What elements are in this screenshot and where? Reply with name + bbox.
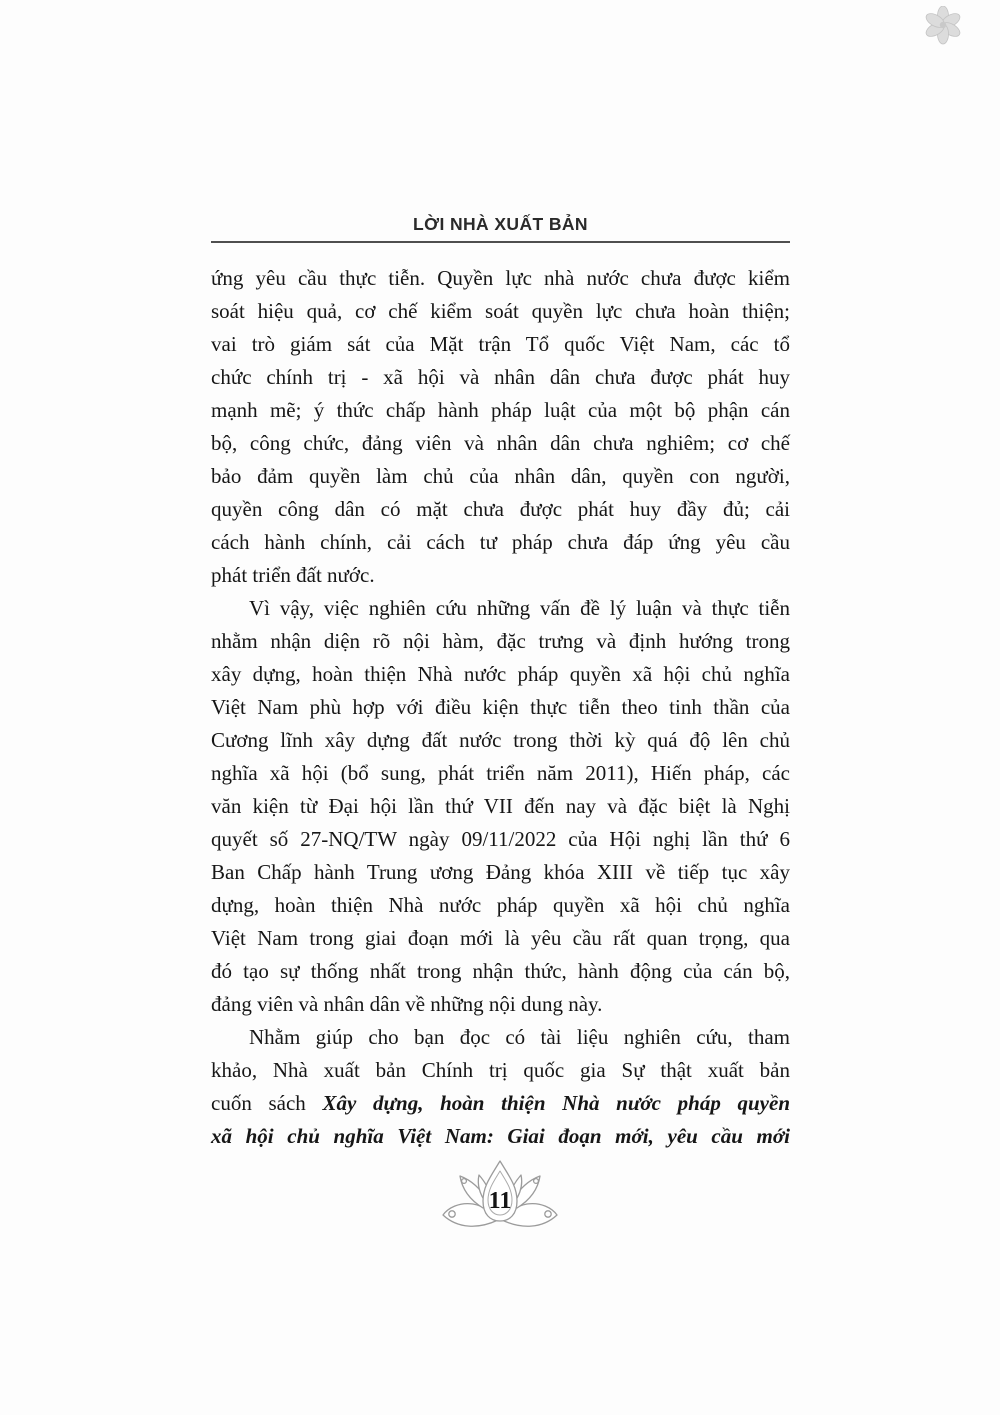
text-segment: chức chính trị - xã hội và nhân dân chưa được phát huy bbox=[211, 365, 790, 389]
text-line bbox=[211, 1021, 790, 1054]
text-line bbox=[211, 724, 790, 757]
text-line bbox=[211, 460, 790, 493]
text-segment: nhằm nhận diện rõ nội hàm, đặc trưng và định hướng trong bbox=[211, 629, 790, 653]
text-line bbox=[211, 691, 790, 724]
text-line bbox=[211, 625, 790, 658]
text-segment: vai trò giám sát của Mặt trận Tổ quốc Việt Nam, các tổ bbox=[211, 332, 790, 356]
text-line bbox=[211, 658, 790, 691]
text-segment: bộ, công chức, đảng viên và nhân dân chưa nghiêm; cơ chế bbox=[211, 431, 790, 455]
header-rule bbox=[211, 241, 790, 243]
text-segment: Cương lĩnh xây dựng đất nước trong thời kỳ quá độ lên chủ bbox=[211, 728, 790, 752]
text-segment: khảo, Nhà xuất bản Chính trị quốc gia Sự thật xuất bản bbox=[211, 1058, 790, 1082]
page-header bbox=[211, 214, 790, 243]
lotus-page-ornament bbox=[437, 1158, 563, 1242]
text-line bbox=[211, 427, 790, 460]
text-line bbox=[211, 328, 790, 361]
text-segment: Việt Nam trong giai đoạn mới là yêu cầu rất quan trọng, qua bbox=[211, 926, 790, 950]
flower-icon bbox=[924, 6, 962, 46]
text-line bbox=[211, 559, 790, 592]
text-line bbox=[211, 790, 790, 823]
text-line bbox=[211, 955, 790, 988]
text-line bbox=[211, 295, 790, 328]
text-segment: Nhằm giúp cho bạn đọc có tài liệu nghiên cứu, tham bbox=[249, 1025, 790, 1049]
text-line bbox=[211, 592, 790, 625]
text-segment: cuốn sách bbox=[211, 1091, 323, 1115]
text-segment: nghĩa xã hội (bổ sung, phát triển năm 2011), Hiến pháp, các bbox=[211, 761, 790, 785]
text-segment: đó tạo sự thống nhất trong nhận thức, hành động của cán bộ, bbox=[211, 959, 790, 983]
text-segment: dựng, hoàn thiện Nhà nước pháp quyền xã hội chủ nghĩa bbox=[211, 893, 790, 917]
text-line bbox=[211, 394, 790, 427]
text-line bbox=[211, 493, 790, 526]
text-segment: mạnh mẽ; ý thức chấp hành pháp luật của một bộ phận cán bbox=[211, 398, 790, 422]
text-line bbox=[211, 988, 790, 1021]
page-number: 11 bbox=[488, 1188, 512, 1214]
text-line bbox=[211, 526, 790, 559]
text-line bbox=[211, 1054, 790, 1087]
page-header-title: LỜI NHÀ XUẤT BẢN bbox=[413, 214, 588, 234]
text-segment: cách hành chính, cải cách tư pháp chưa đáp ứng yêu cầu bbox=[211, 530, 790, 554]
text-segment: bảo đảm quyền làm chủ của nhân dân, quyền con người, bbox=[211, 464, 790, 488]
text-segment: Việt Nam phù hợp với điều kiện thực tiễn theo tinh thần của bbox=[211, 695, 790, 719]
text-segment: Ban Chấp hành Trung ương Đảng khóa XIII về tiếp tục xây bbox=[211, 860, 790, 884]
text-line bbox=[211, 361, 790, 394]
text-line bbox=[211, 262, 790, 295]
text-segment: xây dựng, hoàn thiện Nhà nước pháp quyền xã hội chủ nghĩa bbox=[211, 662, 790, 686]
text-line bbox=[211, 856, 790, 889]
text-segment: quyền công dân có mặt chưa được phát huy đầy đủ; cải bbox=[211, 497, 790, 521]
text-segment: phát triển đất nước. bbox=[211, 563, 375, 587]
text-line bbox=[211, 922, 790, 955]
text-line bbox=[211, 1120, 790, 1153]
text-segment: quyết số 27-NQ/TW ngày 09/11/2022 của Hội nghị lần thứ 6 bbox=[211, 827, 790, 851]
body-text bbox=[211, 262, 790, 1153]
text-segment: Vì vậy, việc nghiên cứu những vấn đề lý luận và thực tiễn bbox=[249, 596, 790, 620]
book-title-emphasis: xã hội chủ nghĩa Việt Nam: Giai đoạn mới, yêu cầu mới bbox=[211, 1124, 790, 1148]
text-segment: ứng yêu cầu thực tiễn. Quyền lực nhà nước chưa được kiểm bbox=[211, 266, 790, 290]
text-line bbox=[211, 757, 790, 790]
text-segment: văn kiện từ Đại hội lần thứ VII đến nay và đặc biệt là Nghị bbox=[211, 794, 790, 818]
text-segment: đảng viên và nhân dân về những nội dung này. bbox=[211, 992, 603, 1016]
book-title-emphasis: Xây dựng, hoàn thiện Nhà nước pháp quyền bbox=[322, 1091, 791, 1115]
text-line bbox=[211, 1087, 790, 1120]
text-line bbox=[211, 889, 790, 922]
text-segment: soát hiệu quả, cơ chế kiểm soát quyền lực chưa hoàn thiện; bbox=[211, 299, 790, 323]
text-line bbox=[211, 823, 790, 856]
